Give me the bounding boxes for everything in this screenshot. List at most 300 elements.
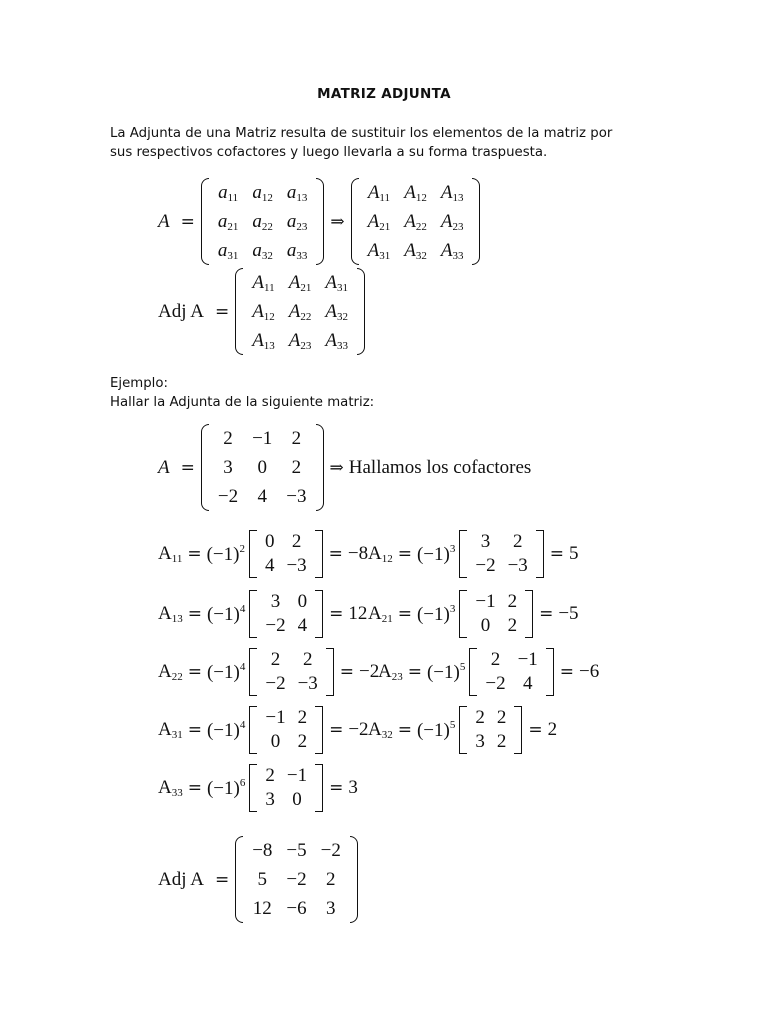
entry-index: 13 [263,339,275,352]
matrix-row [469,554,533,578]
cofactor-result: 12 [348,603,368,624]
entry-index: 31 [337,281,349,294]
entry-symbol: A [367,239,380,261]
matrix-cell: 0 [292,789,302,810]
equals-sign: = [180,457,195,478]
sign-factor [207,543,245,566]
matrix-cell [397,236,434,265]
entry-symbol: A [252,271,264,293]
cofactor-name [378,661,403,683]
entry-symbol: A [325,271,338,293]
cofactor-matrix [350,178,482,265]
matrix-cell: −2 [286,868,307,890]
sign-exponent: 4 [239,660,246,673]
matrix-cell [245,297,282,326]
sign-base: (−1) [206,777,240,799]
entry-index: 32 [337,310,349,323]
matrix-row [259,614,313,638]
entry-index: 23 [300,339,312,352]
matrix-cell [245,178,280,207]
entry-symbol: A [440,181,453,203]
matrix-cell: 0 [297,591,308,612]
entry-symbol: a [286,239,297,261]
matrix-cell: 2 [325,868,336,890]
implies-arrow: ⇒ [330,211,345,232]
matrix-cell [245,326,282,355]
matrix-cell: 0 [264,531,275,552]
matrix-cell: −6 [286,897,307,919]
equals-sign: = [187,604,202,624]
entry-symbol: A [288,329,301,351]
entry-symbol: a [286,181,297,203]
entry-symbol: a [252,239,262,261]
matrix-cell: 2 [512,531,523,552]
matrix-cell [361,207,398,236]
matrix-row [469,730,512,754]
matrix-row [245,268,355,297]
matrix-cell: −5 [286,839,307,861]
cofactor-result: −2 [359,661,380,682]
matrix-cell [282,326,319,355]
matrix-cell: 3 [480,531,491,552]
matrix-cell: −2 [320,839,341,861]
entry-symbol: A [440,210,453,232]
sign-exponent: 3 [449,602,456,615]
entry-symbol: A [325,329,338,351]
matrix-cell: 2 [297,707,308,728]
minor-matrix [248,530,324,578]
matrix-cell [245,207,280,236]
matrix-cell: 2 [297,731,308,752]
matrix-cell: 3 [475,731,485,752]
cofactor-equation [158,648,379,696]
cofactor-index: 23 [391,671,403,683]
matrix-row [361,207,471,236]
sign-factor [207,777,245,800]
equals-sign: = [214,301,230,322]
matrix-row [245,836,348,865]
matrix-cell [245,236,280,265]
entry-index: 12 [415,191,427,204]
matrix-cell [361,178,398,207]
matrix-cell: 0 [270,731,281,752]
matrix-cell [280,207,315,236]
matrix-row [211,236,315,265]
example-equation [158,424,531,511]
cofactor-symbol: A [378,661,392,682]
entry-symbol: A [367,181,380,203]
matrix-cell: −2 [475,555,496,576]
entry-symbol: a [252,210,262,232]
minor-matrix [458,706,523,754]
entry-symbol: A [440,239,453,261]
entry-index: 11 [227,191,239,204]
matrix-cell: 0 [257,456,267,478]
matrix-cell [211,236,246,265]
entry-index: 23 [296,220,308,233]
equals-sign: = [407,662,422,682]
cofactor-equation [368,706,557,754]
matrix-cell: 3 [270,591,281,612]
matrix-cell: −1 [265,707,286,728]
general-equation [158,178,481,265]
matrix-row [361,178,471,207]
matrix-cell [211,178,246,207]
cofactor-name [158,603,183,625]
equals-sign: = [180,211,195,232]
sign-base: (−1) [206,543,240,565]
minor-grid [259,530,313,578]
matrix-row [469,614,523,638]
matrix-cell: 2 [496,707,507,728]
matrix-cell [211,207,246,236]
entry-symbol: A [325,300,338,322]
entry-symbol: a [218,181,228,203]
cofactor-name [158,719,183,741]
sign-exponent: 3 [449,542,456,555]
matrix-cell: 2 [223,427,233,449]
example-prompt: Hallar la Adjunta de la siguiente matriz: [110,395,375,410]
equals-sign: = [397,720,412,740]
matrix-row [479,648,543,672]
matrix-cell: 2 [475,707,485,728]
equals-sign: = [187,778,202,798]
adjoint-generic-grid [245,268,355,355]
entry-index: 32 [261,249,273,262]
matrix-cell [245,268,282,297]
equals-sign: = [329,720,344,740]
minor-grid [469,590,523,638]
entry-symbol: A [288,300,301,322]
final-adj-label: Adj A [158,868,204,890]
entry-index: 12 [261,191,273,204]
matrix-cell: −1 [252,427,273,449]
matrix-row [479,672,543,696]
matrix-cell: 2 [507,615,518,636]
equals-sign: = [539,604,554,624]
matrix-cell: 3 [223,456,233,478]
matrix-cell: 3 [265,789,275,810]
matrix-row [211,207,315,236]
minor-matrix [458,530,544,578]
adjoint-generic-matrix [234,268,366,355]
cofactor-index: 13 [171,613,183,625]
matrix-cell: 3 [325,897,336,919]
entry-index: 33 [452,249,464,262]
entry-index: 22 [261,220,273,233]
matrix-cell [397,178,434,207]
entry-index: 33 [296,249,308,262]
equals-sign: = [397,544,412,564]
entry-index: 11 [264,281,275,294]
matrix-row [469,590,523,614]
matrix-cell [282,297,319,326]
sign-exponent: 5 [459,660,466,673]
cofactor-index: 22 [171,671,183,683]
matrix-cell: 5 [257,868,268,890]
matrix-row [361,236,471,265]
entry-symbol: a [217,239,228,261]
cofactor-name [368,603,393,625]
matrix-cell: 4 [522,673,533,694]
matrix-a-label: A [158,210,170,232]
matrix-cell: 2 [291,456,302,478]
matrix-cell: 2 [507,591,518,612]
matrix-cell: −2 [485,673,506,694]
cofactor-result: −6 [579,661,600,682]
matrix-cell: 0 [480,615,491,636]
matrix-row [469,530,533,554]
cofactor-name [158,543,182,565]
sign-exponent: 5 [449,718,456,731]
cofactor-result: 3 [348,777,358,798]
entry-index: 11 [379,191,391,204]
final-adjoint-equation [158,836,359,923]
matrix-row [259,730,313,754]
equals-sign: = [187,544,202,564]
entry-index: 31 [227,249,239,262]
cofactor-name [158,661,183,683]
matrix-cell [361,236,398,265]
matrix-cell [280,236,315,265]
cofactor-equation [158,764,358,812]
matrix-cell: −3 [286,485,307,507]
adj-label: Adj A [158,300,204,322]
matrix-row [211,453,314,482]
entry-index: 12 [263,310,275,323]
cofactor-symbol: A [368,719,382,740]
matrix-row [259,554,313,578]
cofactor-result: 2 [547,719,558,740]
matrix-row [259,706,313,730]
example-label: Ejemplo: [110,376,168,391]
matrix-cell [397,207,434,236]
entry-index: 13 [296,191,308,204]
matrix-cell: −2 [217,485,239,507]
cofactor-index: 12 [381,553,393,565]
matrix-cell [282,268,319,297]
matrix-cell: 2 [265,765,275,786]
entry-index: 21 [227,220,239,233]
sign-factor [207,661,245,684]
entry-symbol: A [252,329,264,351]
matrix-row [211,482,314,511]
cofactor-symbol: A [158,719,172,740]
cofactor-equation [158,590,367,638]
generic-matrix-a-grid [211,178,315,265]
matrix-cell: −1 [286,765,308,786]
entry-symbol: a [217,210,228,232]
intro-paragraph [110,124,670,162]
matrix-row [245,865,348,894]
intro-line-2: sus respectivos cofactores y luego llevarla a su forma traspuesta. [110,145,548,160]
cofactor-name [368,719,393,741]
cofactor-equation [368,590,579,638]
equals-sign: = [214,869,230,890]
minor-grid [259,706,313,754]
cofactor-index: 32 [381,729,393,741]
cofactor-result: −2 [348,719,369,740]
equals-sign: = [187,662,202,682]
sign-factor [427,661,465,684]
equals-sign: = [528,720,543,740]
equals-sign: = [187,720,202,740]
entry-index: 33 [337,339,349,352]
sign-exponent: 4 [239,602,246,615]
minor-matrix [248,706,324,754]
entry-symbol: A [404,210,416,232]
entry-symbol: A [367,210,380,232]
entry-symbol: a [252,181,262,203]
entry-symbol: A [404,239,416,261]
intro-line-1: La Adjunta de una Matriz resulta de sustituir los elementos de la matriz por [110,126,613,141]
equals-sign: = [339,662,355,682]
matrix-cell [434,178,471,207]
equals-sign: = [549,544,565,564]
minor-grid [259,648,323,696]
cofactor-equation [158,706,369,754]
example-intro [110,374,670,412]
cofactor-symbol: A [158,661,172,682]
minor-grid [469,706,512,754]
cofactor-equation [378,648,599,696]
cofactor-symbol: A [368,543,382,564]
final-adjoint-matrix [234,836,359,923]
matrix-row [259,648,323,672]
matrix-cell: 2 [291,531,302,552]
entry-index: 13 [452,191,464,204]
matrix-cell: −2 [265,615,286,636]
entry-index: 22 [415,220,427,233]
minor-grid [479,648,543,696]
matrix-row [259,788,313,812]
sign-base: (−1) [206,603,240,625]
matrix-cell [434,236,471,265]
entry-index: 23 [452,220,464,233]
sign-base: (−1) [206,661,240,683]
cofactor-equation [158,530,368,578]
matrix-row [245,297,355,326]
entry-symbol: A [288,271,301,293]
matrix-cell: 4 [264,555,275,576]
sign-factor [207,603,245,626]
minor-matrix [468,648,554,696]
matrix-cell [318,268,355,297]
cofactor-symbol: A [368,603,382,624]
adjoint-definition [158,268,366,355]
entry-index: 22 [300,310,312,323]
sign-base: (−1) [426,661,460,683]
entry-index: 32 [415,249,427,262]
cofactor-result: 5 [569,543,579,564]
matrix-cell: 2 [291,427,302,449]
matrix-cell: 4 [297,615,308,636]
generic-matrix-a [200,178,326,265]
matrix-cell: 4 [257,485,267,507]
cofactor-index: 33 [171,787,183,799]
equals-sign: = [559,662,575,682]
sign-base: (−1) [416,719,450,741]
minor-matrix [248,590,324,638]
matrix-cell: 2 [302,649,313,670]
matrix-cell: −2 [265,673,286,694]
matrix-cell: −1 [475,591,496,612]
minor-matrix [248,648,334,696]
equals-sign: = [329,778,344,798]
cofactor-index: 11 [171,553,183,565]
cofactor-matrix-grid [361,178,471,265]
matrix-row [211,424,314,453]
sign-exponent: 2 [239,542,245,555]
entry-symbol: A [404,181,416,203]
final-adjoint-grid [245,836,348,923]
matrix-row [469,706,512,730]
sign-exponent: 4 [239,718,246,731]
sign-factor [417,543,455,566]
minor-grid [469,530,533,578]
entry-index: 31 [379,249,391,262]
sign-base: (−1) [416,543,450,565]
matrix-row [245,326,355,355]
matrix-row [211,178,315,207]
cofactor-symbol: A [158,777,172,798]
matrix-cell [280,178,315,207]
cofactors-note: Hallamos los cofactores [348,456,532,478]
entry-symbol: A [252,300,264,322]
minor-matrix [458,590,534,638]
cofactor-index: 31 [171,729,183,741]
matrix-cell: −3 [507,555,528,576]
cofactor-symbol: A [158,543,172,564]
matrix-row [259,530,313,554]
example-matrix [200,424,325,511]
matrix-row [259,590,313,614]
page-title: MATRIZ ADJUNTA [317,86,451,102]
matrix-cell [318,297,355,326]
matrix-row [259,764,313,788]
sign-factor [417,603,455,626]
cofactor-symbol: A [158,603,172,624]
matrix-row [259,672,323,696]
matrix-cell: −3 [286,555,307,576]
minor-grid [259,764,313,812]
example-matrix-label: A [158,456,170,478]
entry-symbol: a [286,210,297,232]
matrix-cell: 2 [490,649,501,670]
equals-sign: = [328,544,343,564]
cofactor-result: −8 [347,543,369,564]
sign-base: (−1) [206,719,240,741]
matrix-cell: 2 [496,731,507,752]
matrix-cell: −8 [252,839,273,861]
minor-grid [259,590,313,638]
cofactor-equation [368,530,579,578]
sign-exponent: 6 [239,776,246,789]
cofactor-name [158,777,183,799]
entry-index: 21 [300,281,312,294]
equals-sign: = [397,604,412,624]
cofactor-name [368,543,393,565]
equals-sign: = [329,604,344,624]
matrix-cell: 2 [270,649,281,670]
matrix-cell: −3 [297,673,318,694]
entry-index: 21 [379,220,391,233]
sign-base: (−1) [416,603,450,625]
sign-factor [417,719,455,742]
example-matrix-grid [211,424,314,511]
minor-matrix [248,764,324,812]
matrix-cell: −1 [517,649,538,670]
